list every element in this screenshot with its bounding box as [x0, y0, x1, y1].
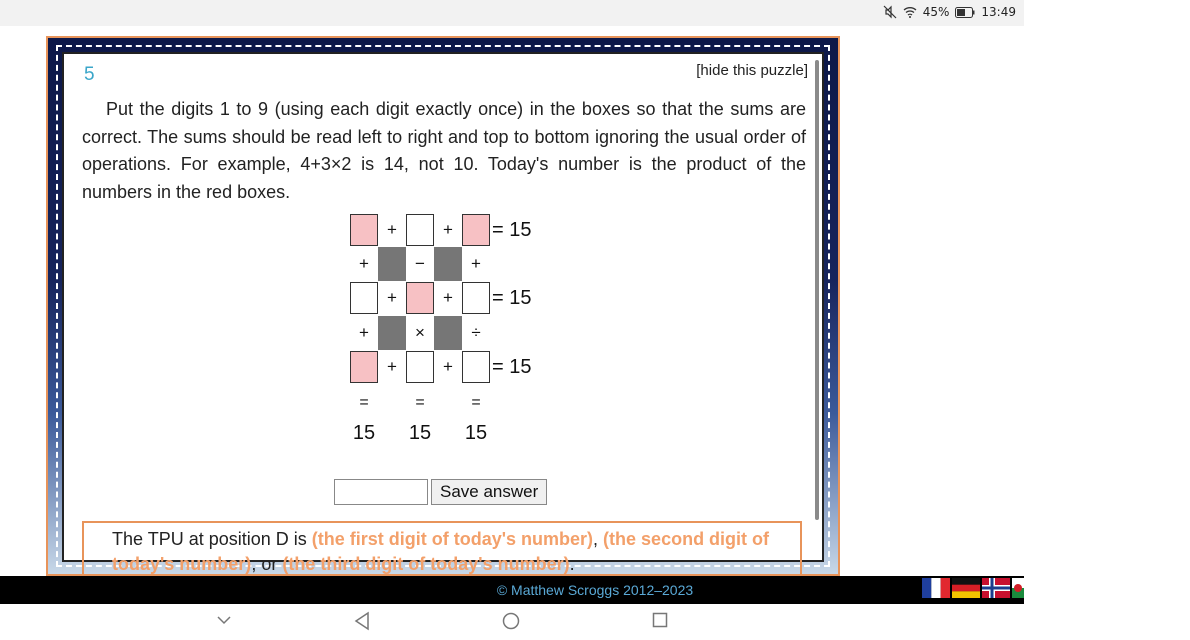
- puzzle-grid: [350, 214, 590, 454]
- language-flags: [920, 578, 1024, 598]
- grid-cell-r1c3[interactable]: [462, 214, 490, 246]
- flag-france-icon[interactable]: [922, 578, 950, 598]
- tpu-separator-2: , or: [251, 554, 283, 574]
- puzzle-card: [62, 52, 824, 574]
- tpu-separator-1: ,: [593, 529, 604, 549]
- battery-percent: 45%: [922, 5, 950, 19]
- col-op: −: [415, 254, 425, 273]
- save-answer-button[interactable]: Save answer: [431, 479, 547, 505]
- col-op: +: [359, 254, 369, 273]
- row-op: +: [387, 220, 397, 239]
- nav-home-icon[interactable]: [502, 612, 520, 635]
- col-equals: =: [359, 394, 369, 411]
- status-bar: [0, 0, 1024, 26]
- mute-icon: [883, 5, 897, 19]
- col-op: +: [471, 254, 481, 273]
- row-op: +: [443, 220, 453, 239]
- tpu-suffix: .: [569, 554, 575, 574]
- nav-recents-icon[interactable]: [652, 612, 668, 633]
- battery-icon: [955, 7, 975, 18]
- wifi-icon: [903, 6, 917, 18]
- tpu-prefix: The TPU at position D is: [112, 529, 312, 549]
- tpu-clue: [82, 521, 802, 581]
- row-op: +: [387, 357, 397, 376]
- grid-cell-r2c1[interactable]: [350, 282, 378, 314]
- col-sum: 15: [464, 422, 488, 444]
- puzzle-number: 5: [84, 64, 95, 85]
- status-icons: [883, 5, 1016, 19]
- col-op: ×: [415, 323, 425, 342]
- tpu-option-2: (the second digit of today's number): [112, 529, 770, 574]
- grid-cell-r3c3[interactable]: [462, 351, 490, 383]
- card-scrollbar[interactable]: [815, 60, 819, 520]
- gray-block: [434, 316, 462, 350]
- row-sum: = 15: [492, 219, 532, 241]
- hide-puzzle-link[interactable]: [hide this puzzle]: [696, 62, 808, 79]
- tpu-option-1: (the first digit of today's number): [311, 529, 594, 549]
- grid-cell-r3c2[interactable]: [406, 351, 434, 383]
- col-equals: =: [415, 394, 425, 411]
- row-op: +: [443, 357, 453, 376]
- col-sum: 15: [352, 422, 376, 444]
- grid-cell-r1c1[interactable]: [350, 214, 378, 246]
- gray-block: [378, 247, 406, 281]
- gray-block: [434, 247, 462, 281]
- grid-cell-r2c2[interactable]: [406, 282, 434, 314]
- nav-down-icon[interactable]: [216, 612, 232, 633]
- flag-germany-icon[interactable]: [952, 578, 980, 598]
- row-sum: = 15: [492, 356, 532, 378]
- nav-back-icon[interactable]: [354, 612, 370, 635]
- row-sum: = 15: [492, 287, 532, 309]
- tpu-option-3: (the third digit of today's number): [282, 554, 570, 574]
- col-sum: 15: [408, 422, 432, 444]
- clock: 13:49: [981, 5, 1016, 19]
- grid-cell-r2c3[interactable]: [462, 282, 490, 314]
- grid-cell-r3c1[interactable]: [350, 351, 378, 383]
- row-op: +: [387, 288, 397, 307]
- col-equals: =: [471, 394, 481, 411]
- page-footer: [0, 576, 1024, 604]
- gray-block: [378, 316, 406, 350]
- navigation-bar: [0, 604, 1024, 640]
- grid-cell-r1c2[interactable]: [406, 214, 434, 246]
- puzzle-instructions: Put the digits 1 to 9 (using each digit exactly once) in the boxes so that the sums are correct. The sums should be read left to right and top to bottom ignoring the usual order of operations. For example, 4+3×2 is 14, not 10. Today's number is the product of the numbers in the red boxes.: [82, 99, 806, 202]
- col-op: ÷: [471, 323, 481, 342]
- flag-norway-icon[interactable]: [982, 578, 1010, 598]
- row-op: +: [443, 288, 453, 307]
- flag-wales-icon[interactable]: [1012, 578, 1024, 598]
- col-op: +: [359, 323, 369, 342]
- copyright-link[interactable]: © Matthew Scroggs 2012–2023: [496, 582, 694, 598]
- answer-input[interactable]: [334, 479, 428, 505]
